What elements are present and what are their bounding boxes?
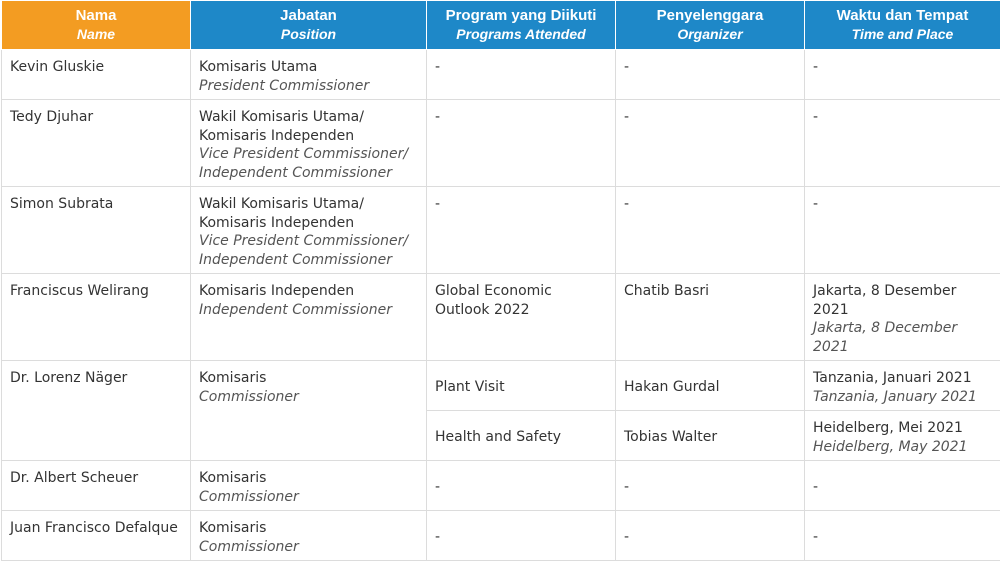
cell-name: Dr. Lorenz Näger <box>2 361 191 461</box>
header-time-place <box>805 1 1000 50</box>
header-position-id: Jabatan <box>280 7 337 24</box>
position-id: Komisaris Utama <box>199 59 318 75</box>
cell-name: Tedy Djuhar <box>2 100 191 187</box>
header-program-en: Programs Attended <box>456 26 586 42</box>
position-en: Commissioner <box>199 488 299 505</box>
cell-program: - <box>427 100 616 187</box>
header-organizer-id: Penyelenggara <box>656 7 764 24</box>
place-en: Heidelberg, May 2021 <box>813 438 968 455</box>
table-header-row <box>2 1 1000 50</box>
cell-organizer: Hakan Gurdal <box>616 361 805 411</box>
position-en: Commissioner <box>199 388 299 405</box>
cell-organizer: - <box>616 511 805 561</box>
header-time-place-en: Time and Place <box>851 26 954 42</box>
header-organizer-en: Organizer <box>677 26 743 42</box>
cell-position <box>191 274 427 361</box>
cell-time-place <box>805 411 1000 461</box>
header-name-en: Name <box>76 26 116 42</box>
header-program-id: Program yang Diikuti <box>445 7 597 24</box>
position-en: Vice President Commissioner/ Independent Commissioner <box>199 233 409 268</box>
cell-time-place <box>805 361 1000 411</box>
cell-name: Simon Subrata <box>2 187 191 274</box>
cell-program: Health and Safety <box>427 411 616 461</box>
cell-organizer: - <box>616 461 805 511</box>
header-time-place-id: Waktu dan Tempat <box>836 7 969 24</box>
cell-time-place: - <box>805 50 1000 100</box>
position-id: Komisaris Independen <box>199 283 355 299</box>
position-id: Komisaris <box>199 520 267 536</box>
cell-organizer: Chatib Basri <box>616 274 805 361</box>
header-position <box>191 1 427 50</box>
cell-name: Juan Francisco Defalque <box>2 511 191 561</box>
cell-program: - <box>427 187 616 274</box>
cell-name: Kevin Gluskie <box>2 50 191 100</box>
header-name-id: Nama <box>75 7 117 24</box>
cell-organizer: - <box>616 187 805 274</box>
place-en: Tanzania, January 2021 <box>813 388 977 405</box>
table-row <box>2 461 1000 511</box>
cell-time-place: - <box>805 100 1000 187</box>
header-program <box>427 1 616 50</box>
cell-program: Plant Visit <box>427 361 616 411</box>
position-id: Wakil Komisaris Utama/ Komisaris Independen <box>199 109 364 144</box>
position-id: Komisaris <box>199 370 267 386</box>
position-en: Vice President Commissioner/ Independent Commissioner <box>199 146 409 181</box>
cell-program: - <box>427 511 616 561</box>
position-id: Komisaris <box>199 470 267 486</box>
cell-position <box>191 461 427 511</box>
cell-time-place: - <box>805 511 1000 561</box>
table-row <box>2 50 1000 100</box>
header-position-en: Position <box>280 26 337 42</box>
table-row <box>2 511 1000 561</box>
cell-organizer: Tobias Walter <box>616 411 805 461</box>
cell-program: - <box>427 50 616 100</box>
cell-time-place: - <box>805 187 1000 274</box>
cell-position <box>191 361 427 461</box>
cell-time-place: - <box>805 461 1000 511</box>
table-row <box>2 361 1000 411</box>
commissioner-training-table <box>1 0 1000 561</box>
header-organizer <box>616 1 805 50</box>
table-row <box>2 274 1000 361</box>
position-id: Wakil Komisaris Utama/ Komisaris Independen <box>199 196 364 231</box>
cell-organizer: - <box>616 100 805 187</box>
cell-position <box>191 187 427 274</box>
cell-name: Dr. Albert Scheuer <box>2 461 191 511</box>
position-en: Commissioner <box>199 538 299 555</box>
place-en: Jakarta, 8 December 2021 <box>813 320 958 355</box>
cell-name: Franciscus Welirang <box>2 274 191 361</box>
table-row <box>2 187 1000 274</box>
cell-program: Global Economic Outlook 2022 <box>427 274 616 361</box>
cell-position <box>191 100 427 187</box>
place-id: Tanzania, Januari 2021 <box>813 370 972 386</box>
cell-time-place <box>805 274 1000 361</box>
header-name <box>2 1 191 50</box>
place-id: Jakarta, 8 Desember 2021 <box>813 283 957 318</box>
cell-position <box>191 50 427 100</box>
cell-organizer: - <box>616 50 805 100</box>
position-en: Independent Commissioner <box>199 301 392 318</box>
cell-position <box>191 511 427 561</box>
cell-program: - <box>427 461 616 511</box>
position-en: President Commissioner <box>199 77 370 94</box>
table-row <box>2 100 1000 187</box>
place-id: Heidelberg, Mei 2021 <box>813 420 963 436</box>
